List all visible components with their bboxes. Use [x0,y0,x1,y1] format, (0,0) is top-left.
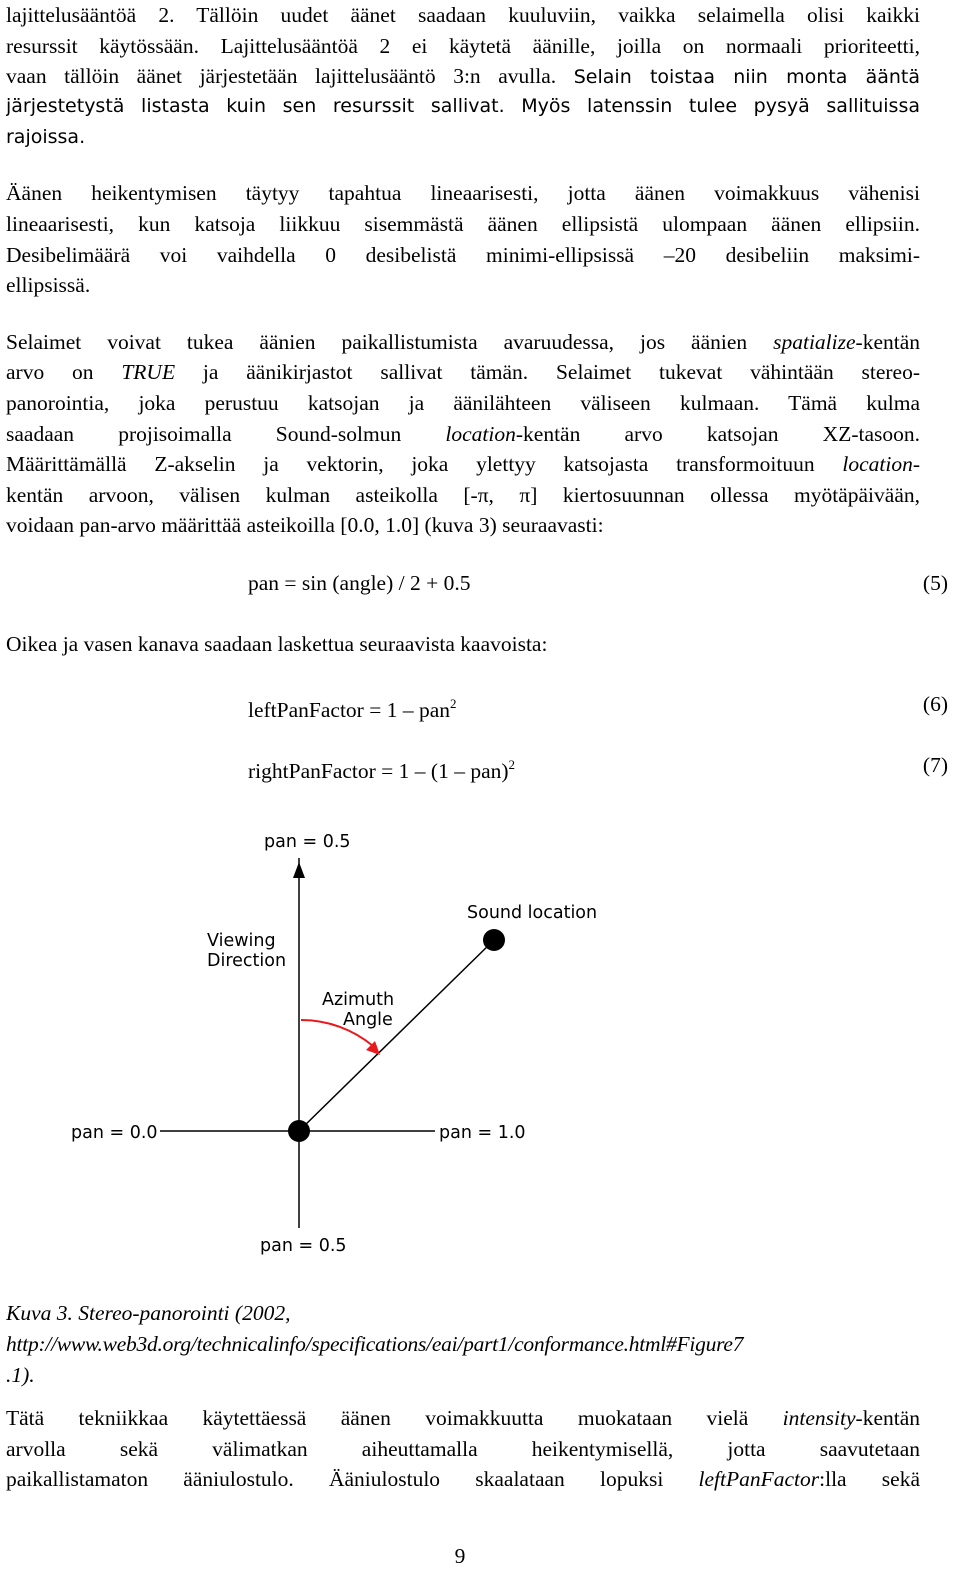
label-sound-location: Sound location [467,903,598,923]
figure-caption: .1). [6,1363,35,1387]
equation-5: pan = sin (angle) / 2 + 0.5 [248,571,471,595]
label-angle: Angle [343,1010,393,1030]
field-name: intensity [782,1406,856,1430]
text-span: paikallistamaton ääniulostulo. Ääniulostulo skaalataan lopuksi [6,1467,699,1491]
figure-caption: Kuva 3. Stereo-panorointi (2002, [6,1301,291,1325]
field-name: location [842,452,913,476]
text-line: arvolla sekä välimatkan aiheuttamalla heikentymisellä, jotta saavutetaan [6,1437,920,1461]
exponent: 2 [508,757,516,772]
text-span: Selaimet voivat tukea äänien paikallistumista avaruudessa, jos äänien [6,330,774,354]
field-name: location [445,422,516,446]
text-line: voidaan pan-arvo määrittää asteikoilla [0.0, 1.0] (kuva 3) seuraavasti: [6,513,604,537]
text-span: -kentän [855,1406,920,1430]
label-direction: Direction [207,951,287,971]
viewing-direction-arrow [293,862,305,878]
text-span: -kentän arvo katsojan XZ-tasoon. [515,422,920,446]
text-line: resurssit käytössään. Lajittelusääntöä 2 ei käytetä äänille, joilla on normaali prioriteetti, [6,34,920,58]
label-pan-left: pan = 0.0 [71,1123,158,1143]
text-line: lineaarisesti, kun katsoja liikkuu sisemmästä äänen ellipsistä ulompaan äänen ellipsiin. [6,212,920,236]
exponent: 2 [450,696,457,711]
field-value: TRUE [121,360,176,384]
text-span: Määrittämällä Z-akselin ja vektorin, joka ylettyy katsojasta transformoituun [6,452,843,476]
text-line [6,1403,920,1433]
field-name: leftPanFactor [698,1467,820,1491]
field-name: spatialize [773,330,856,354]
text-line: kentän arvoon, välisen kulman asteikolla [-π, π] kiertosuunnan ollessa myötäpäivään, [6,483,920,507]
figure-caption: http://www.web3d.org/technicalinfo/specifications/eai/part1/conformance.html#Figure7 [6,1332,744,1356]
text-line: järjestetystä listasta kuin sen resurssit sallivat. Myös latenssin tulee pysyä sallituissa [6,95,920,117]
text-line: Oikea ja vasen kanava saadaan laskettua seuraavista kaavoista: [6,632,548,656]
equation-text: rightPanFactor = 1 – (1 – pan) [248,759,509,783]
listener-dot [288,1120,310,1142]
label-pan-right: pan = 1.0 [439,1123,526,1143]
text-span: Tätä tekniikkaa käytettäessä äänen voimakkuutta muokataan vielä [6,1406,783,1430]
sound-source-dot [483,929,505,951]
text-line: ellipsissä. [6,273,91,297]
text-line: rajoissa. [6,126,86,148]
text-span: Selain toistaa niin monta ääntä [573,66,920,88]
text-span: -kentän [855,330,920,354]
equation-number: (5) [922,571,948,595]
text-span: ja äänikirjastot sallivat tämän. Selaimet tukevat vähintään stereo- [175,360,920,384]
label-pan-bottom: pan = 0.5 [260,1236,347,1256]
label-pan-top: pan = 0.5 [264,832,351,852]
text-span: vaan tällöin äänet järjestetään lajittelusääntö 3:n avulla. [6,64,557,88]
equation-text: leftPanFactor = 1 – pan [248,698,450,722]
page-number: 9 [454,1544,466,1568]
text-span: - [912,452,920,476]
text-line: panorointia, joka perustuu katsojan ja äänilähteen väliseen kulmaan. Tämä kulma [6,391,920,415]
text-span: arvo on [6,360,122,384]
equation-number: (7) [922,753,948,777]
text-line: lajittelusääntöä 2. Tällöin uudet äänet saadaan kuuluviin, vaikka selaimella olisi kaikki [6,3,920,27]
equation-number: (6) [922,692,948,716]
text-span: saadaan projisoimalla Sound-solmun [6,422,446,446]
text-line: Desibelimäärä voi vaihdella 0 desibelistä minimi-ellipsissä –20 desibeliin maksimi- [6,243,920,267]
text-span: :lla sekä [819,1467,920,1491]
text-line: Äänen heikentymisen täytyy tapahtua lineaarisesti, jotta äänen voimakkuus vähenisi [6,181,920,205]
label-viewing: Viewing [207,931,276,951]
sound-direction-line [299,940,494,1131]
label-azimuth: Azimuth [322,990,395,1010]
text-line [6,1464,920,1494]
